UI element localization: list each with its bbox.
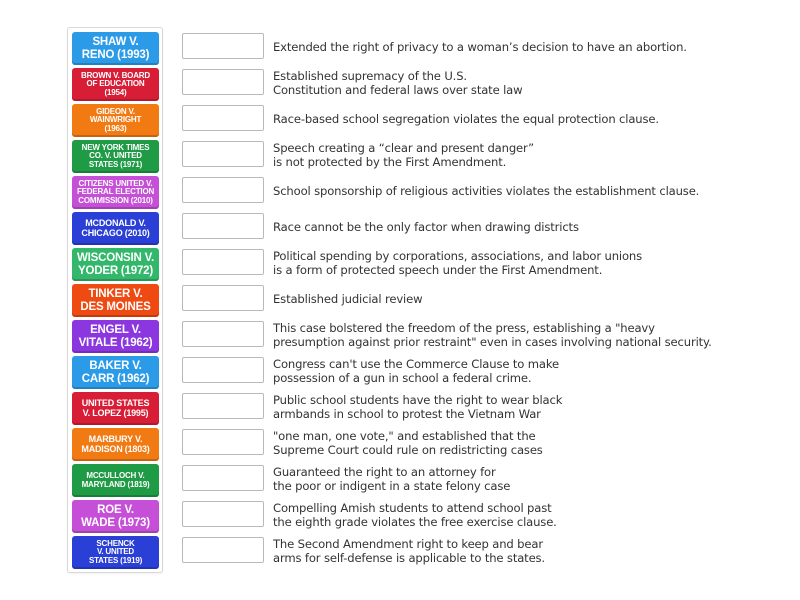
case-tile-label: MARBURY V. MADISON (1803) xyxy=(81,434,150,454)
description-text: Compelling Amish students to attend school past the eighth grade violates the free exercise clause. xyxy=(273,501,557,529)
case-tile-label: WISCONSIN V. YODER (1972) xyxy=(76,252,155,277)
match-row xyxy=(182,282,782,316)
match-row xyxy=(182,138,782,172)
description-text: "one man, one vote," and established that the Supreme Court could rule on redistricting cases xyxy=(273,429,543,457)
description-text: School sponsorship of religious activities violates the establishment clause. xyxy=(273,184,700,198)
case-tile[interactable] xyxy=(72,536,159,569)
description-text: This case bolstered the freedom of the press, establishing a "heavy presumption against prior restraint" even in cases involving national security. xyxy=(273,321,712,349)
answer-drop-box[interactable] xyxy=(182,141,264,167)
match-row xyxy=(182,66,782,100)
answer-drop-box[interactable] xyxy=(182,501,264,527)
answer-drop-box[interactable] xyxy=(182,321,264,347)
case-tile[interactable] xyxy=(72,248,159,281)
case-tile-label: SHAW V. RENO (1993) xyxy=(81,36,150,61)
case-tile-label: MCCULLOCH V. MARYLAND (1819) xyxy=(81,471,150,489)
case-tile-label: ENGEL V. VITALE (1962) xyxy=(78,324,153,349)
answer-drop-box[interactable] xyxy=(182,105,264,131)
case-tile-label: NEW YORK TIMES CO. V. UNITED STATES (1971) xyxy=(81,142,150,169)
case-tile[interactable] xyxy=(72,320,159,353)
match-row xyxy=(182,534,782,568)
case-tile-label: TINKER V. DES MOINES xyxy=(80,288,151,313)
case-tile[interactable] xyxy=(72,392,159,425)
description-text: Extended the right of privacy to a woman’s decision to have an abortion. xyxy=(273,40,687,54)
answer-drop-box[interactable] xyxy=(182,69,264,95)
description-text: Speech creating a “clear and present danger” is not protected by the First Amendment. xyxy=(273,141,534,169)
answer-drop-box[interactable] xyxy=(182,429,264,455)
answer-drop-box[interactable] xyxy=(182,393,264,419)
description-text: Guaranteed the right to an attorney for the poor or indigent in a state felony case xyxy=(273,465,511,493)
description-text: Political spending by corporations, associations, and labor unions is a form of protected speech under the First Amendment. xyxy=(273,249,643,277)
match-row xyxy=(182,210,782,244)
description-text: Congress can't use the Commerce Clause to make possession of a gun in school a federal crime. xyxy=(273,357,559,385)
case-tile-label: MCDONALD V. CHICAGO (2010) xyxy=(81,218,150,238)
case-tile-label: SCHENCK V. UNITED STATES (1919) xyxy=(88,538,143,565)
answer-drop-box[interactable] xyxy=(182,213,264,239)
case-tile-label: BROWN V. BOARD OF EDUCATION (1954) xyxy=(81,70,150,97)
description-text: Public school students have the right to wear black armbands in school to protest the Vietnam War xyxy=(273,393,563,421)
case-tile-label: UNITED STATES V. LOPEZ (1995) xyxy=(81,398,150,418)
match-row xyxy=(182,462,782,496)
answer-drop-box[interactable] xyxy=(182,33,264,59)
description-text: Race cannot be the only factor when drawing districts xyxy=(273,220,579,234)
case-tile[interactable] xyxy=(72,356,159,389)
case-tile-label: BAKER V. CARR (1962) xyxy=(81,360,150,385)
match-row xyxy=(182,390,782,424)
match-row xyxy=(182,246,782,280)
case-tile[interactable] xyxy=(72,464,159,497)
answer-drop-box[interactable] xyxy=(182,357,264,383)
match-row xyxy=(182,30,782,64)
answer-drop-box[interactable] xyxy=(182,285,264,311)
case-tile[interactable] xyxy=(72,104,159,137)
description-text: The Second Amendment right to keep and bear arms for self-defense is applicable to the states. xyxy=(273,537,545,565)
description-text: Race-based school segregation violates the equal protection clause. xyxy=(273,112,659,126)
case-tile-label: ROE V. WADE (1973) xyxy=(81,504,150,529)
case-tile[interactable] xyxy=(72,428,159,461)
match-row xyxy=(182,102,782,136)
answer-drop-box[interactable] xyxy=(182,465,264,491)
case-tile-label: CITIZENS UNITED V. FEDERAL ELECTION COMMISSION (2010) xyxy=(76,178,155,205)
description-text: Established judicial review xyxy=(273,292,423,306)
match-row xyxy=(182,318,782,352)
case-tile[interactable] xyxy=(72,284,159,317)
case-tile-label: GIDEON V. WAINWRIGHT (1963) xyxy=(89,106,142,133)
description-text: Established supremacy of the U.S. Constitution and federal laws over state law xyxy=(273,69,523,97)
case-tile[interactable] xyxy=(72,140,159,173)
answer-drop-box[interactable] xyxy=(182,177,264,203)
match-row xyxy=(182,426,782,460)
match-row xyxy=(182,354,782,388)
case-tile[interactable] xyxy=(72,212,159,245)
case-tile[interactable] xyxy=(72,500,159,533)
case-tile[interactable] xyxy=(72,176,159,209)
tile-tray xyxy=(67,27,163,573)
case-tile[interactable] xyxy=(72,32,159,65)
answer-drop-box[interactable] xyxy=(182,537,264,563)
match-row xyxy=(182,498,782,532)
match-row xyxy=(182,174,782,208)
answer-drop-box[interactable] xyxy=(182,249,264,275)
case-tile[interactable] xyxy=(72,68,159,101)
